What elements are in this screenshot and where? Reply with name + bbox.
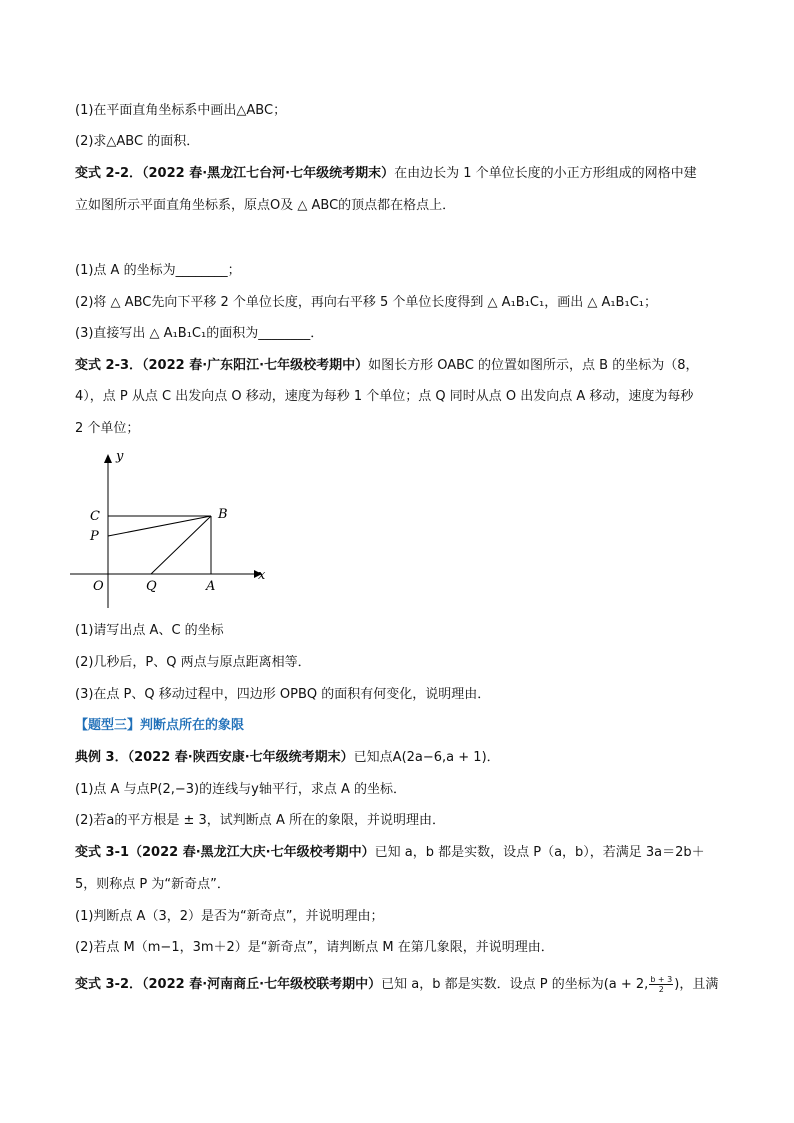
fraction-numerator: b + 3 [650,975,673,984]
point-b-label: B [218,507,228,522]
segment-pb [108,516,211,536]
problem-variant-2-2 [75,166,697,182]
text-line: 立如图所示平面直角坐标系，原点O及 △ ABC的顶点都在格点上． [75,198,456,213]
text-line: (2)将 △ ABC先向下平移 2 个单位长度，再向右平移 5 个单位长度得到 △ A₁B₁C₁，画出 △ A₁B₁C₁； [75,295,657,310]
problem-text: 在由边长为 1 个单位长度的小正方形组成的网格中建 [394,166,697,181]
problem-source: （2022 春·黑龙江大庆·七年级校考期中） [129,845,375,860]
point-q-label: Q [146,579,157,594]
problem-variant-2-3 [75,358,699,374]
section-heading: 【题型三】判断点所在的象限 [75,718,245,733]
point-c-label: C [90,509,100,524]
problem-text: 已知 a，b 都是实数．设点 P 的坐标为 [381,977,604,992]
text-line: (1)点 A 的坐标为________； [75,263,241,278]
point-a-label: A [206,579,216,594]
text-line: (3)直接写出 △ A₁B₁C₁的面积为________． [75,326,324,341]
problem-label: 变式 2-3． [75,358,143,373]
x-axis-label: x [258,568,266,583]
coordinate-expression: (a + 2, [603,977,649,992]
text-line: 5，则称点 P 为“新奇点”． [75,877,230,892]
problem-variant-3-2 [75,975,718,994]
y-axis-label: y [116,449,124,464]
text-line: (1)点 A 与点P(2,−3)的连线与y轴平行，求点 A 的坐标． [75,782,406,797]
segment-qb [151,516,211,574]
text-line: (2)求△ABC 的面积． [75,134,200,149]
problem-text: 如图长方形 OABC 的位置如图所示，点 B 的坐标为（8， [368,358,699,373]
problem-text-end: )，且满 [674,977,719,992]
text-line: 2 个单位； [75,421,140,436]
text-line: (2)几秒后，P、Q 两点与原点距离相等． [75,655,311,670]
text-line: (1)在平面直角坐标系中画出△ABC； [75,103,287,118]
problem-variant-3-1 [75,845,705,861]
problem-source: （2022 春·陕西安康·七年级统考期末） [127,750,354,765]
problem-text: 已知 a，b 都是实数，设点 P（a，b），若满足 3a＝2b＋ [374,845,705,860]
problem-example-3 [75,750,500,766]
problem-source: （2022 春·河南商丘·七年级校联考期中） [142,977,382,992]
problem-source: （2022 春·黑龙江七台河·七年级统考期末） [142,166,395,181]
problem-source: （2022 春·广东阳江·七年级校考期中） [142,358,369,373]
problem-label: 典例 3． [75,750,128,765]
y-axis-arrow [104,454,112,463]
origin-label: O [93,579,104,594]
rectangle-oabc-figure [70,448,280,613]
problem-text: 已知点A(2a−6,a + 1)． [353,750,500,765]
problem-label: 变式 3-2． [75,977,143,992]
text-line: (2)若a的平方根是 ± 3，试判断点 A 所在的象限，并说明理由． [75,813,445,828]
text-line: 4），点 P 从点 C 出发向点 O 移动，速度为每秒 1 个单位；点 Q 同时从点 O 出发向点 A 移动，速度为每秒 [75,389,694,404]
text-line: (1)请写出点 A、C 的坐标 [75,623,224,638]
fraction-denominator: 2 [658,985,664,994]
point-p-label: P [90,529,99,544]
problem-label: 变式 3-1 [75,845,130,860]
fraction [649,975,673,994]
text-line: (3)在点 P、Q 移动过程中，四边形 OPBQ 的面积有何变化，说明理由． [75,687,491,702]
text-line: (1)判断点 A（3，2）是否为“新奇点”，并说明理由； [75,909,384,924]
problem-label: 变式 2-2． [75,166,143,181]
text-line: (2)若点 M（m−1，3m＋2）是“新奇点”，请判断点 M 在第几象限，并说明理由． [75,940,554,955]
